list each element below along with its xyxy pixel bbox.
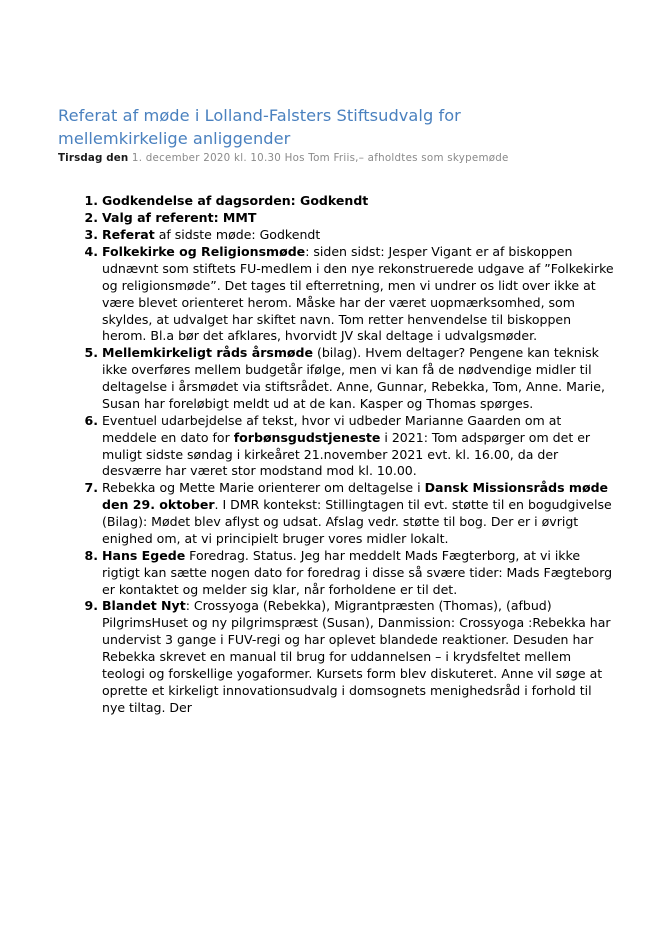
- document-body: [58, 104, 614, 717]
- agenda-item: [102, 548, 614, 599]
- agenda-item-heading: Dansk Missionsråds møde den 29. oktober: [102, 480, 609, 513]
- agenda-item-text: : Crossyoga (Rebekka), Migrantpræsten (Thomas), (afbud) PilgrimsHuset og ny pilgrimspræst (Susan), Danmission: Crossyoga :Rebekka har undervist 3 gange i FUV-regi og har oplevet blandede reaktioner. Desuden har Rebekka skrevet en manual til brug for uddannelsen – i krydsfeltet mellem teologi og forskellige yogaformer. Kursets form blev diskuteret. Anne vil søge at oprette et kirkeligt innovationsudvalg i domsognets menighedsråd i forhold til nye tiltag. Der: [102, 598, 611, 715]
- document-subtitle: [58, 152, 614, 165]
- agenda-item: [102, 480, 614, 548]
- agenda-item: [102, 227, 614, 244]
- agenda-item: [102, 598, 614, 716]
- agenda-item-heading: Folkekirke og Religionsmøde: [102, 244, 306, 259]
- agenda-item: [102, 345, 614, 413]
- page-title: Referat af møde i Lolland-Falsters Stiftsudvalg for mellemkirkelige anliggender: [58, 106, 461, 148]
- agenda-item: [102, 210, 614, 227]
- agenda-item-heading: Blandet Nyt: [102, 598, 186, 614]
- agenda-item-heading: Referat: [102, 227, 155, 243]
- agenda-item: [102, 193, 614, 210]
- agenda-item-text: Eventuel udarbejdelse af tekst, hvor vi udbeder Marianne Gaarden om at meddele en dato for: [102, 412, 562, 445]
- agenda-item-heading: Hans Egede: [102, 547, 186, 563]
- agenda-item-text: i 2021: Tom adspørger om det er muligt sidste søndag i kirkeåret 21.november 2021 evt. kl. 16.00, da der desværre har været stor modstand mod kl. 10.00.: [102, 429, 591, 479]
- agenda-item-text: (bilag). Hvem deltager? Pengene kan teknisk ikke overføres mellem budgetår ifølge, men vi kan få de nødvendige midler til deltagelse i årsmødet via stiftsrådet. Anne, Gunnar, Rebekka, Tom, Anne. Marie, Susan har foreløbigt meldt ud at de kan. Kasper og Thomas spørges.: [102, 345, 605, 411]
- agenda-item-text: Rebekka og Mette Marie orienterer om deltagelse i: [102, 480, 425, 496]
- subtitle-weekday: Tirsdag den: [58, 152, 129, 164]
- subtitle-details: 1. december 2020 kl. 10.30 Hos Tom Friis,– afholdtes som skypemøde: [128, 152, 509, 164]
- agenda-item-heading: Valg af referent: MMT: [102, 210, 257, 226]
- agenda-list: [58, 193, 614, 716]
- agenda-item-heading: forbønsgudstjeneste: [233, 429, 381, 445]
- agenda-item-text: . I DMR kontekst: Stillingtagen til evt. støtte til en bogudgivelse (Bilag): Mødet blev aflyst og udsat. Afslag vedr. støtte til bog. Der er i øvrigt enighed om, at vi principielt bruger vores midler lokalt.: [102, 497, 612, 546]
- agenda-item: [102, 244, 614, 345]
- agenda-item: [102, 413, 614, 481]
- agenda-item-text: af sidste møde: Godkendt: [154, 227, 321, 243]
- agenda-item-text: Foredrag. Status. Jeg har meddelt Mads Fægterborg, at vi ikke rigtigt kan sætte nogen dato for foredrag i disse så svære tider: Mads Fægteborg er kontaktet og melder sig klar, når forholdene er til det.: [102, 547, 613, 597]
- agenda-item-heading: Godkendelse af dagsorden: Godkendt: [102, 193, 369, 209]
- agenda-item-heading: Mellemkirkeligt råds årsmøde: [102, 345, 313, 361]
- agenda-item-text: : siden sidst: Jesper Vigant er af biskoppen udnævnt som stiftets FU-medlem i den nye rekonstruerede udgave af ”Folkekirke og religionsmøde”. Det tages til efterretning, men vi undrer os lidt over ikke at være blevet orienteret herom. Måske har der været uopmærksomhed, som skyldes, at udvalget har skiftet navn. Tom retter henvendelse til biskoppen herom. Bl.a bør det afklares, hvorvidt JV skal deltage i udvalgsmøder.: [102, 244, 614, 344]
